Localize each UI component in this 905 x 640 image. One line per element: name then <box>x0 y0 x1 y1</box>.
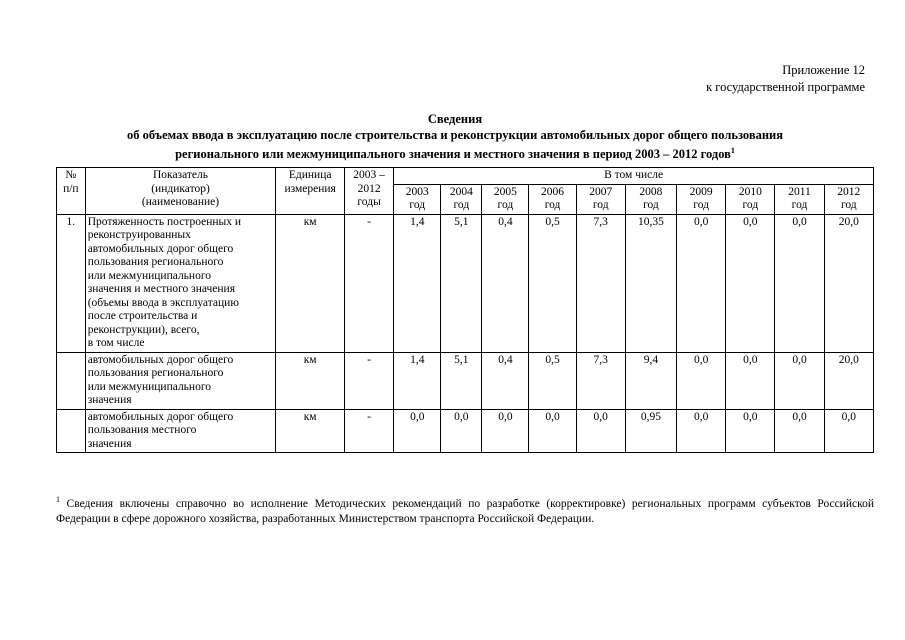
cell-indicator <box>85 214 276 352</box>
cell-period: - <box>345 214 394 352</box>
cell-value: 0,5 <box>529 352 576 409</box>
header-year <box>625 184 676 214</box>
cell-value: 1,4 <box>394 352 441 409</box>
header-year-word: год <box>840 199 857 211</box>
cell-indicator-line: пользования регионального <box>87 367 224 379</box>
header-year-word: год <box>409 199 426 211</box>
header-indicator-line: Показатель <box>152 169 209 181</box>
cell-unit: км <box>276 409 345 453</box>
header-period <box>345 168 394 215</box>
footnote-text: Сведения включены справочно во исполнение Методических рекомендаций по разработке (корректировке) региональных программ субъектов Российской Федерации в сфере дорожного хозяйства, разработанных Министерством транспорта Российской Федерации. <box>56 497 875 525</box>
header-year-number: 2004 <box>449 185 473 198</box>
header-year-word: год <box>497 199 514 211</box>
cell-value: 0,0 <box>441 409 482 453</box>
header-period-line: 2003 – <box>353 169 385 181</box>
cell-num <box>57 352 86 409</box>
cell-indicator-line: автомобильных дорог общего <box>87 410 234 423</box>
cell-value: 10,35 <box>625 214 676 352</box>
cell-value: 0,0 <box>576 409 625 453</box>
header-year-word: год <box>592 199 609 211</box>
cell-value: 0,0 <box>677 214 726 352</box>
appendix-line-2: к государственной программе <box>706 80 865 94</box>
appendix-header <box>706 62 865 96</box>
title-line-3-text: регионального или межмуниципального значения и местного значения в период 2003 – 2012 годов <box>175 147 731 162</box>
cell-value: 5,1 <box>441 214 482 352</box>
title-line-2: об объемах ввода в эксплуатацию после строительства и реконструкции автомобильных дорог общего пользования <box>126 128 784 142</box>
cell-value: 0,5 <box>529 214 576 352</box>
cell-period: - <box>345 409 394 453</box>
cell-indicator-line: в том числе <box>87 337 145 349</box>
cell-indicator <box>85 352 276 409</box>
header-unit-line: измерения <box>284 182 336 195</box>
header-year <box>775 184 824 214</box>
cell-indicator-line: после строительства и <box>87 310 198 322</box>
cell-indicator-line: или межмуниципального <box>87 269 212 282</box>
cell-indicator-line: значения <box>87 437 132 450</box>
header-year-number: 2012 <box>837 185 861 198</box>
header-unit <box>276 168 345 215</box>
header-year-number: 2003 <box>405 185 429 198</box>
cell-unit: км <box>276 214 345 352</box>
header-year-word: год <box>643 199 659 211</box>
cell-value: 20,0 <box>824 352 873 409</box>
header-year-number: 2006 <box>541 185 565 198</box>
header-year <box>726 184 775 214</box>
cell-indicator <box>85 409 276 453</box>
cell-value: 0,0 <box>394 409 441 453</box>
cell-value: 0,0 <box>726 214 775 352</box>
cell-value: 0,0 <box>775 352 824 409</box>
footnote-mark: 1 <box>56 495 60 504</box>
header-indicator-line: (наименование) <box>141 196 220 208</box>
header-year-word: год <box>742 199 759 211</box>
header-indicator <box>85 168 276 215</box>
header-year <box>529 184 576 214</box>
cell-value: 9,4 <box>625 352 676 409</box>
table-row <box>57 409 874 453</box>
document-title <box>40 111 870 162</box>
cell-value: 5,1 <box>441 352 482 409</box>
header-including: В том числе <box>394 168 874 185</box>
cell-value: 0,4 <box>482 352 529 409</box>
header-year-number: 2009 <box>689 185 713 198</box>
cell-indicator-line: Протяженность построенных и <box>87 215 242 228</box>
cell-value: 0,0 <box>775 214 824 352</box>
cell-value: 0,0 <box>824 409 873 453</box>
header-period-line: 2012 <box>357 182 381 195</box>
header-year <box>576 184 625 214</box>
cell-indicator-line: значения <box>87 394 132 406</box>
cell-value: 0,4 <box>482 214 529 352</box>
cell-value: 1,4 <box>394 214 441 352</box>
cell-indicator-line: пользования местного <box>87 424 197 436</box>
header-year <box>824 184 873 214</box>
cell-indicator-line: пользования регионального <box>87 256 224 268</box>
title-line-3 <box>40 143 870 162</box>
header-num-line: № <box>65 169 77 181</box>
cell-value: 7,3 <box>576 214 625 352</box>
header-year-number: 2007 <box>589 185 613 198</box>
header-year-number: 2011 <box>788 185 811 198</box>
cell-value: 0,0 <box>775 409 824 453</box>
header-indicator-line: (индикатор) <box>151 182 210 195</box>
cell-value: 0,0 <box>529 409 576 453</box>
header-year-word: год <box>693 199 709 211</box>
cell-value: 7,3 <box>576 352 625 409</box>
cell-indicator-line: реконструированных <box>87 229 191 241</box>
cell-value: 0,0 <box>482 409 529 453</box>
cell-value: 0,0 <box>726 352 775 409</box>
cell-indicator-line: реконструкции), всего, <box>87 323 200 336</box>
data-table <box>56 167 874 453</box>
cell-unit: км <box>276 352 345 409</box>
cell-value: 0,95 <box>625 409 676 453</box>
header-year <box>441 184 482 214</box>
header-year-word: год <box>544 199 561 211</box>
header-unit-line: Единица <box>288 169 332 181</box>
cell-period: - <box>345 352 394 409</box>
table-row <box>57 352 874 409</box>
cell-value: 0,0 <box>726 409 775 453</box>
appendix-line-1: Приложение 12 <box>782 63 865 77</box>
table-body <box>57 168 874 453</box>
header-year <box>482 184 529 214</box>
header-year-number: 2008 <box>639 185 663 198</box>
header-period-line: годы <box>357 196 381 208</box>
header-year-word: год <box>791 199 808 211</box>
title-footnote-mark: 1 <box>730 146 735 155</box>
cell-indicator-line: автомобильных дорог общего <box>87 353 234 366</box>
footnote <box>56 492 874 527</box>
cell-num: 1. <box>57 214 86 352</box>
header-year-word: год <box>453 199 470 211</box>
header-row <box>57 168 874 185</box>
header-year <box>677 184 726 214</box>
cell-indicator-line: или межмуниципального <box>87 380 212 393</box>
header-year-number: 2005 <box>493 185 517 198</box>
cell-num <box>57 409 86 453</box>
header-num-line: п/п <box>63 182 79 195</box>
cell-indicator-line: автомобильных дорог общего <box>87 242 234 255</box>
cell-value: 0,0 <box>677 352 726 409</box>
title-main: Сведения <box>427 112 483 126</box>
table-row <box>57 214 874 352</box>
cell-indicator-line: (объемы ввода в эксплуатацию <box>87 296 239 309</box>
cell-indicator-line: значения и местного значения <box>87 283 236 295</box>
header-num <box>57 168 86 215</box>
cell-value: 20,0 <box>824 214 873 352</box>
header-year <box>394 184 441 214</box>
header-year-number: 2010 <box>738 185 762 198</box>
cell-value: 0,0 <box>677 409 726 453</box>
